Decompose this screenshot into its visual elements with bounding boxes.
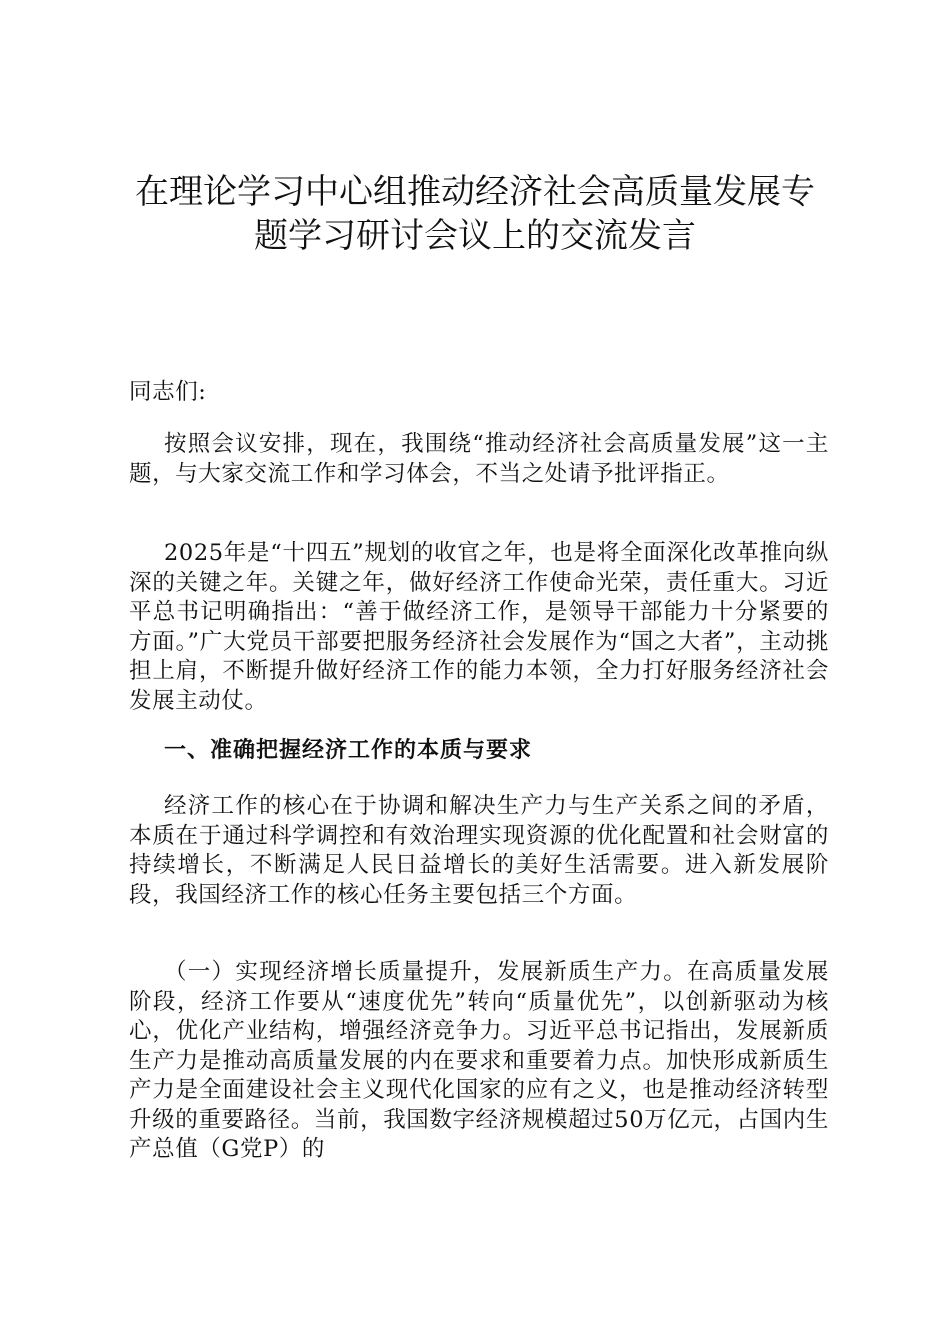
- section-paragraph-1: 经济工作的核心在于协调和解决生产力与生产关系之间的矛盾，本质在于通过科学调控和有效治理实现资源的优化配置和社会财富的持续增长，不断满足人民日益增长的美好生活需要。进入新发展阶段，我国经济工作的核心任务主要包括三个方面。: [129, 793, 829, 908]
- paragraph-context: 2025年是“十四五”规划的收官之年，也是将全面深化改革推向纵深的关键之年。关键之年，做好经济工作使命光荣，责任重大。习近平总书记明确指出：“善于做经济工作，是领导干部能力十分紧要的方面。”广大党员干部要把服务经济社会发展作为“国之大者”，主动挑担上肩，不断提升做好经济工作的能力本领，全力打好服务经济社会发展主动仗。: [129, 540, 829, 714]
- document-title: [120, 170, 830, 258]
- section-paragraph-2: （一）实现经济增长质量提升，发展新质生产力。在高质量发展阶段，经济工作要从“速度优先”转向“质量优先”，以创新驱动为核心，优化产业结构，增强经济竞争力。习近平总书记指出，发展新质生产力是推动高质量发展的内在要求和重要着力点。加快形成新质生产力是全面建设社会主义现代化国家的应有之义，也是推动经济转型升级的重要路径。当前，我国数字经济规模超过50万亿元，占国内生产总值（G党P）的: [129, 959, 829, 1162]
- title-line-1: 在理论学习中心组推动经济社会高质量发展专: [135, 172, 815, 212]
- title-line-2: 题学习研讨会议上的交流发言: [254, 216, 696, 256]
- salutation: 同志们:: [129, 379, 207, 405]
- paragraph-intro: 按照会议安排，现在，我围绕“推动经济社会高质量发展”这一主题，与大家交流工作和学习体会，不当之处请予批评指正。: [129, 431, 829, 487]
- section-heading: 一、准确把握经济工作的本质与要求: [164, 738, 533, 763]
